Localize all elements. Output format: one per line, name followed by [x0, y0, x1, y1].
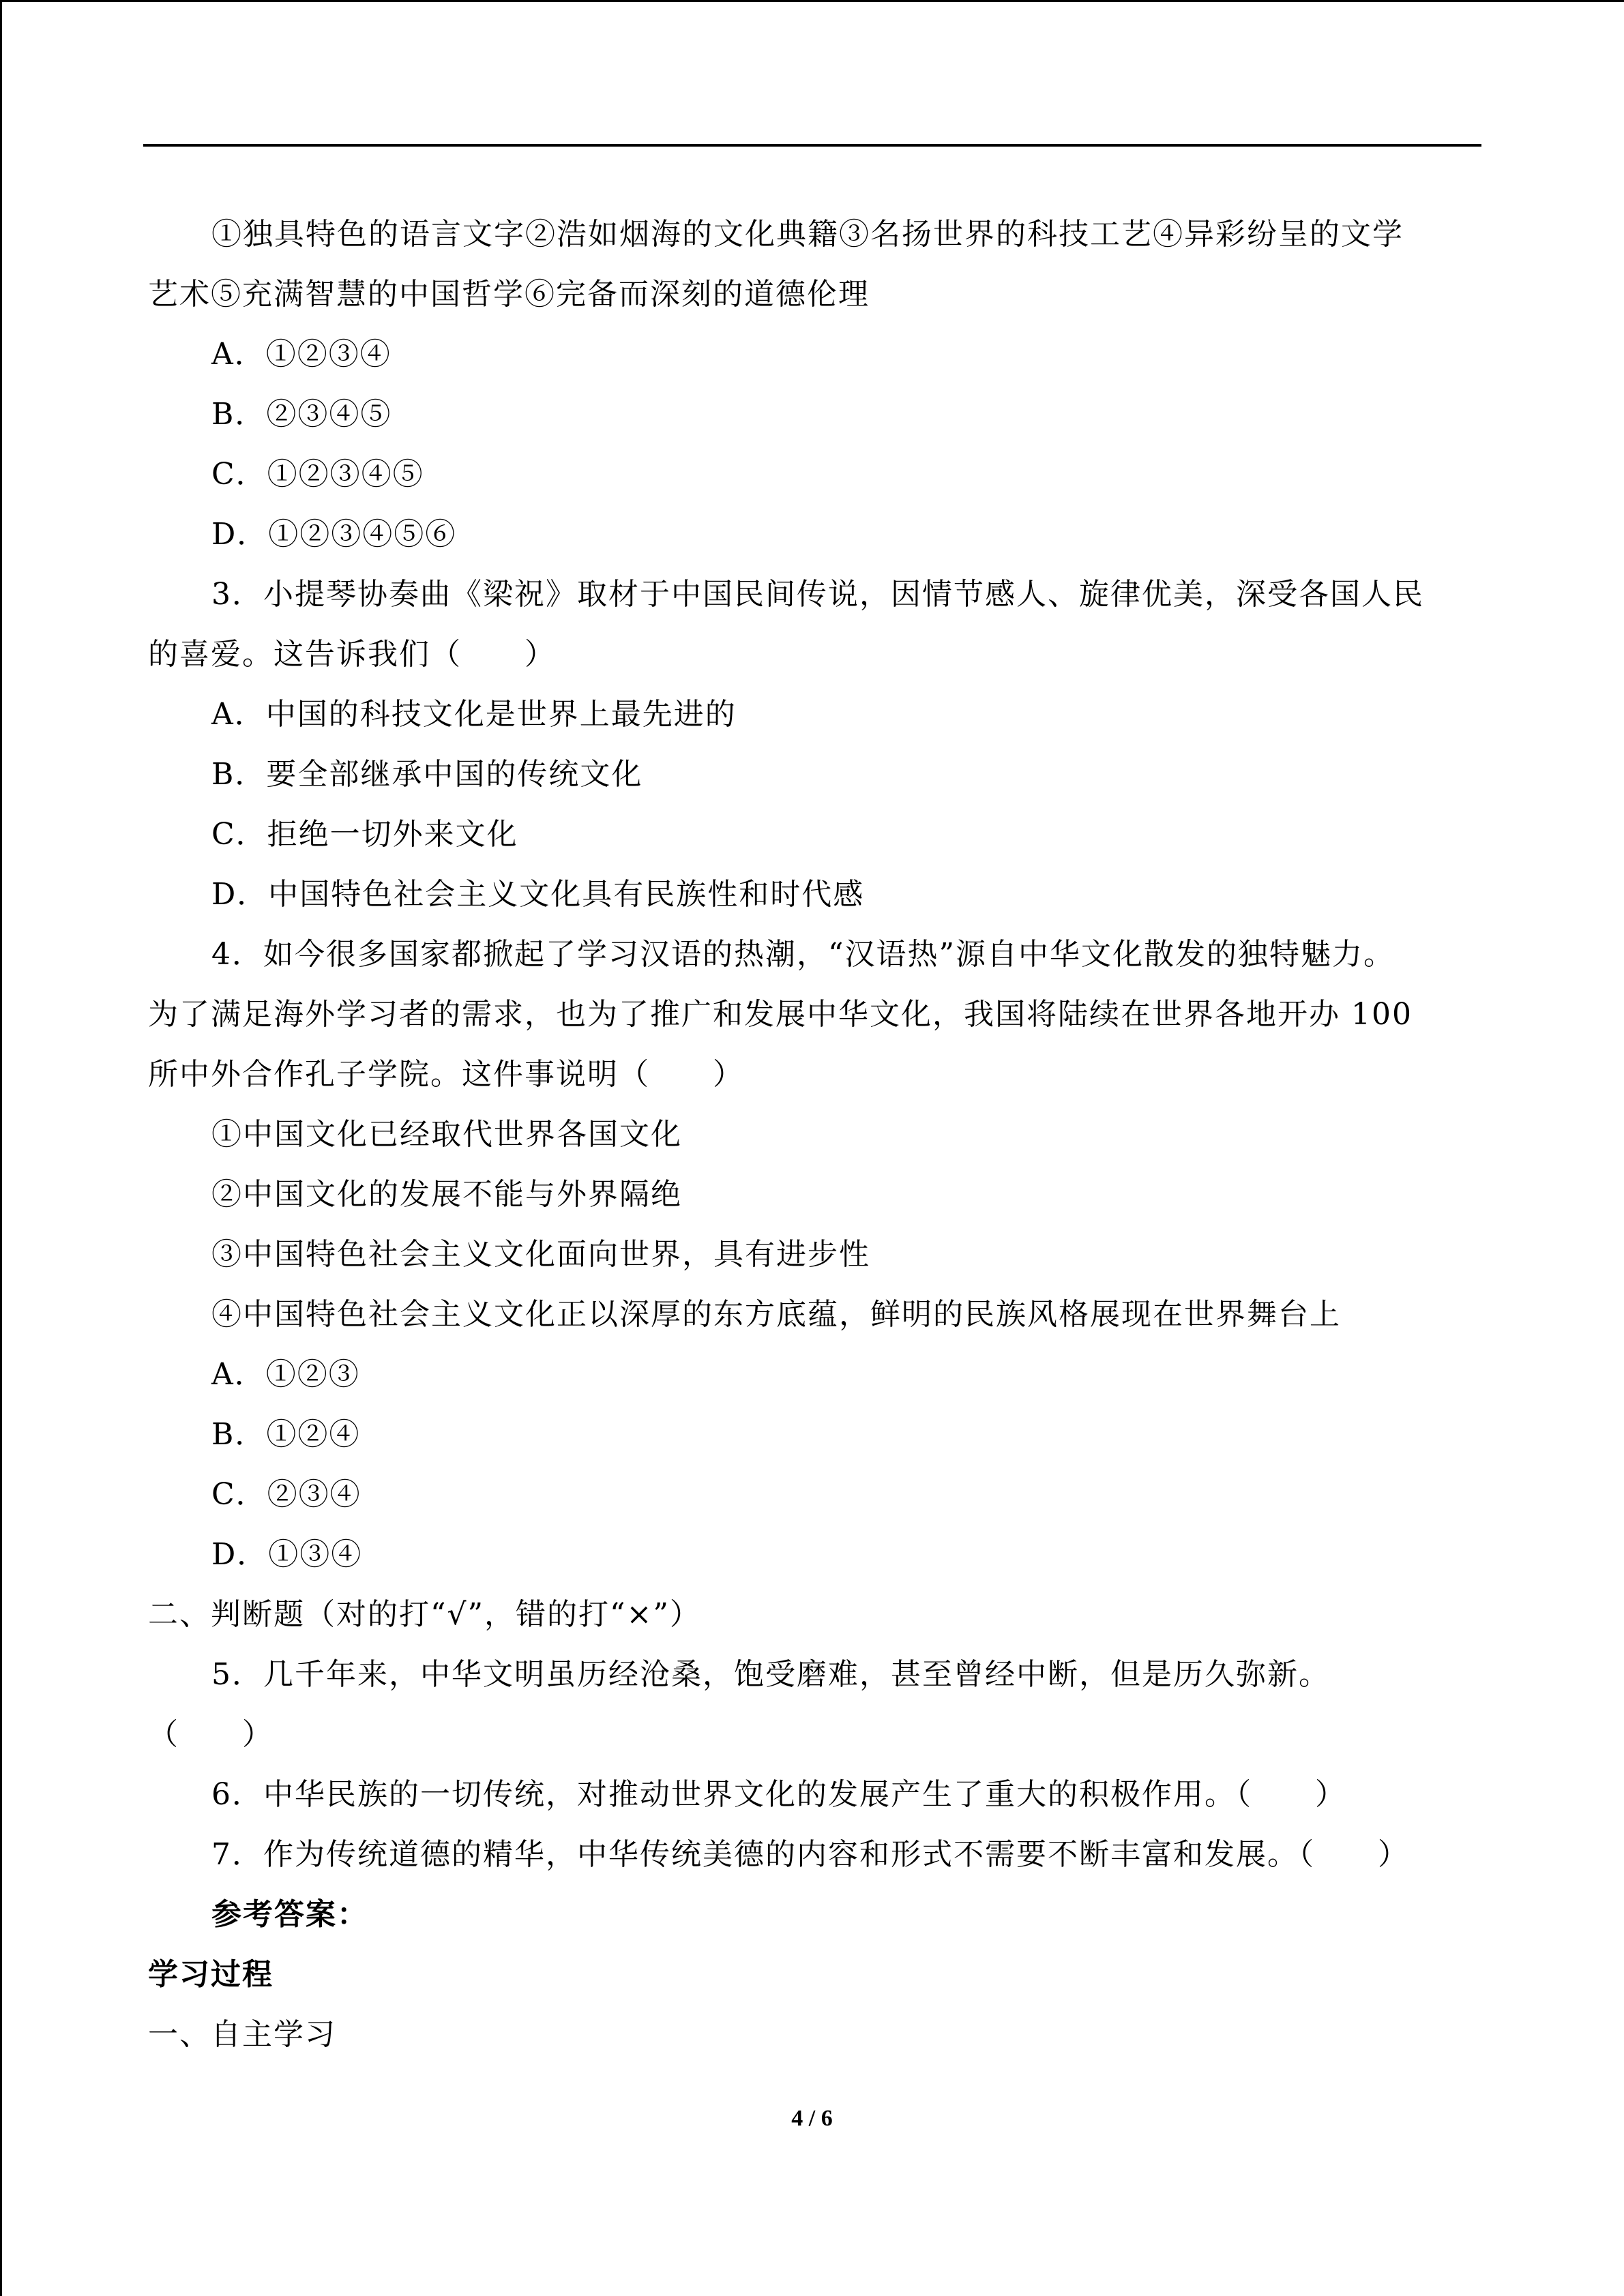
question-4-stem-line-2: 为了满足海外学习者的需求，也为了推广和发展中华文化，我国将陆续在世界各地开办 100 [148, 997, 1413, 1032]
question-4-option-d: D．①③④ [211, 1537, 363, 1572]
question-7: 7．作为传统道德的精华，中华传统美德的内容和形式不需要不断丰富和发展。（ ） [211, 1837, 1409, 1872]
question-2-items-line-2: 艺术⑤充满智慧的中国哲学⑥完备而深刻的道德伦理 [148, 277, 870, 312]
question-4-item-1: ①中国文化已经取代世界各国文化 [211, 1117, 682, 1152]
section-2-heading: 二、判断题（对的打“√”，错的打“×”） [148, 1597, 701, 1632]
question-5-answer-blank: （ ） [148, 1717, 274, 1752]
question-4-option-c: C．②③④ [211, 1477, 361, 1512]
question-3-option-b: B．要全部继承中国的传统文化 [211, 757, 643, 792]
question-2-items-line-1: ①独具特色的语言文字②浩如烟海的文化典籍③名扬世界的科技工艺④异彩纷呈的文学 [211, 217, 1404, 252]
question-3-stem-line-1: 3．小提琴协奏曲《梁祝》取材于中国民间传说，因情节感人、旋律优美，深受各国人民 [211, 577, 1424, 612]
question-4-item-2: ②中国文化的发展不能与外界隔绝 [211, 1177, 682, 1212]
question-2-option-b: B．②③④⑤ [211, 397, 392, 432]
question-4-stem-line-3: 所中外合作孔子学院。这件事说明（ ） [148, 1057, 744, 1092]
question-2-option-c: C．①②③④⑤ [211, 457, 424, 492]
question-4-item-4: ④中国特色社会主义文化正以深厚的东方底蕴，鲜明的民族风格展现在世界舞台上 [211, 1297, 1341, 1332]
header-rule [143, 144, 1481, 147]
answer-key-heading: 参考答案： [211, 1897, 368, 1932]
page-number: 4 / 6 [791, 2106, 833, 2131]
question-5-line-1: 5．几千年来，中华文明虽历经沧桑，饱受磨难，甚至曾经中断，但是历久弥新。 [211, 1657, 1330, 1692]
question-3-option-c: C．拒绝一切外来文化 [211, 817, 518, 852]
question-6: 6．中华民族的一切传统，对推动世界文化的发展产生了重大的积极作用。（ ） [211, 1777, 1346, 1812]
question-4-option-b: B．①②④ [211, 1417, 361, 1452]
question-3-option-a: A．中国的科技文化是世界上最先进的 [211, 697, 737, 732]
question-4-option-a: A．①②③ [211, 1357, 360, 1392]
question-4-stem-line-1: 4．如今很多国家都掀起了学习汉语的热潮，“汉语热”源自中华文化散发的独特魅力。 [211, 937, 1395, 972]
question-2-option-d: D．①②③④⑤⑥ [211, 517, 457, 552]
self-study-heading: 一、自主学习 [148, 2017, 336, 2052]
question-3-option-d: D．中国特色社会主义文化具有民族性和时代感 [211, 877, 865, 912]
learning-process-heading: 学习过程 [148, 1957, 274, 1992]
question-2-option-a: A．①②③④ [211, 337, 392, 372]
question-3-stem-line-2: 的喜爱。这告诉我们（ ） [148, 637, 556, 672]
question-4-item-3: ③中国特色社会主义文化面向世界，具有进步性 [211, 1237, 870, 1272]
